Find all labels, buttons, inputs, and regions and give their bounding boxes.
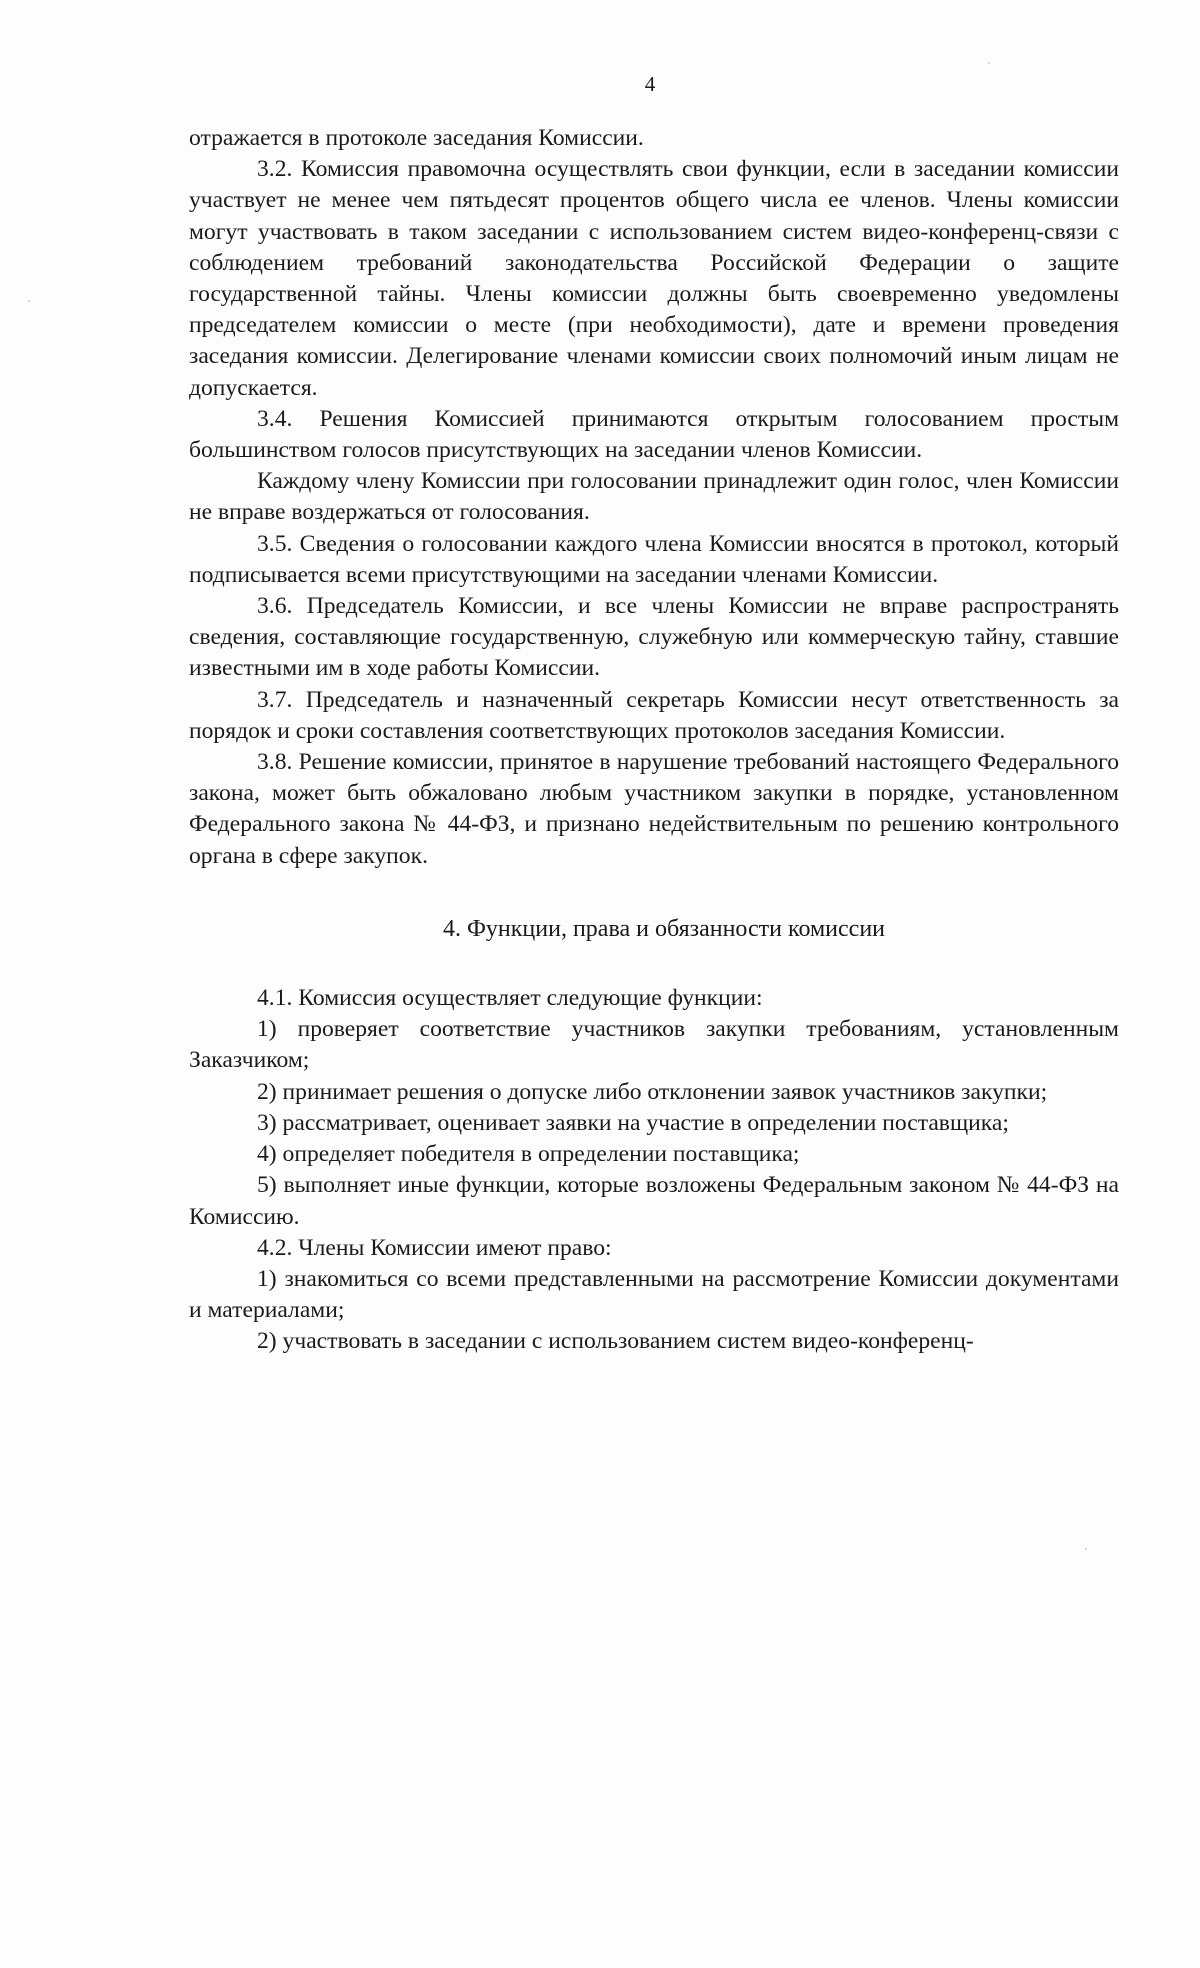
paragraph: 3.7. Председатель и назначенный секретарь Комиссии несут ответственность за порядок и сроки составления соответствующих протоколов заседания Комиссии.	[189, 686, 1119, 744]
list-item: 2) принимает решения о допуске либо отклонении заявок участников закупки;	[257, 1078, 1048, 1105]
section-4	[189, 983, 1119, 1357]
list-item: 1) знакомиться со всеми представленными на рассмотрение Комиссии документами и материалами;	[189, 1265, 1119, 1324]
list-item: 4) определяет победителя в определении поставщика;	[257, 1141, 800, 1168]
scan-speck	[1085, 1548, 1087, 1550]
page-number: 4	[644, 72, 656, 96]
paragraph: Каждому члену Комиссии при голосовании принадлежит один голос, член Комиссии не вправе воздержаться от голосования.	[189, 468, 1119, 526]
paragraph: 3.5. Сведения о голосовании каждого члена Комиссии вносятся в протокол, который подписывается всеми присутствующими на заседании членами Комиссии.	[189, 530, 1119, 588]
paragraph: 3.2. Комиссия правомочна осуществлять свои функции, если в заседании комиссии участвует не менее чем пятьдесят процентов общего числа ее членов. Члены комиссии могут участвовать в таком заседании с использованием систем видео-конференц-связи с соблюдением требований законодательства Российской Федерации о защите государственной тайны. Члены комиссии должны быть своевременно уведомлены председателем комиссии о месте (при необходимости), дате и времени проведения заседания комиссии. Делегирование членами комиссии своих полномочий иным лицам не допускается.	[189, 156, 1119, 401]
paragraph: 4.2. Члены Комиссии имеют право:	[257, 1234, 612, 1261]
list-item: 2) участвовать в заседании с использованием систем видео-конференц-	[257, 1328, 974, 1355]
paragraph: 4.1. Комиссия осуществляет следующие функции:	[257, 985, 763, 1012]
document-body	[189, 123, 1119, 1358]
list-item: 5) выполняет иные функции, которые возложены Федеральным законом № 44-ФЗ на Комиссию.	[189, 1172, 1119, 1230]
scan-speck	[28, 300, 30, 302]
list-item: 1) проверяет соответствие участников закупки требованиям, установленным Заказчиком;	[189, 1016, 1119, 1074]
section-3-continued	[189, 123, 1119, 872]
paragraph: отражается в протоколе заседания Комиссии.	[189, 125, 644, 151]
paragraph: 3.6. Председатель Комиссии, и все члены Комиссии не вправе распространять сведения, составляющие государственную, служебную или коммерческую тайну, ставшие известными им в ходе работы Комиссии.	[189, 593, 1119, 682]
scan-speck	[988, 62, 990, 64]
paragraph: 3.8. Решение комиссии, принятое в нарушение требований настоящего Федерального закона, может быть обжаловано любым участником закупки в порядке, установленном Федерального закона № 44-ФЗ, и признано недействительным по решению контрольного органа в сфере закупок.	[189, 749, 1119, 869]
paragraph: 3.4. Решения Комиссией принимаются открытым голосованием простым большинством голосов присутствующих на заседании членов Комиссии.	[189, 405, 1119, 464]
section-title: 4. Функции, права и обязанности комиссии	[442, 915, 886, 942]
list-item: 3) рассматривает, оценивает заявки на участие в определении поставщика;	[257, 1109, 1009, 1136]
